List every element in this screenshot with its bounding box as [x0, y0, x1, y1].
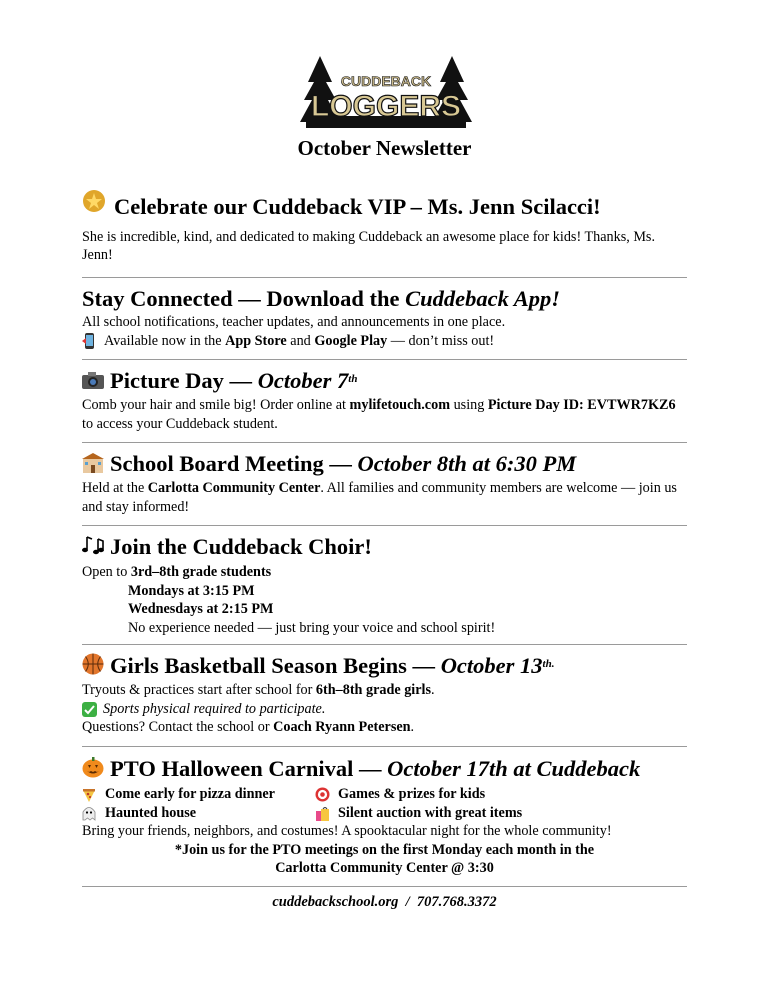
carnival-body: Bring your friends, neighbors, and costumes! A spooktacular night for the whole community!: [82, 823, 612, 839]
shopping-bags-icon: [315, 806, 330, 821]
app-heading: Stay Connected — Download the Cuddeback App!: [82, 286, 560, 311]
choir-line1: Open to 3rd–8th grade students: [82, 564, 272, 580]
app-line1: All school notifications, teacher updates, and announcements in one place.: [82, 314, 506, 330]
vip-heading: Celebrate our Cuddeback VIP – Ms. Jenn Scilacci!: [82, 194, 687, 221]
pto-meetings-line1: *Join us for the PTO meetings on the first Monday each month in the: [174, 841, 595, 858]
choir-note: No experience needed — just bring your voice and school spirit!: [128, 619, 496, 636]
school-building-icon: [82, 453, 104, 473]
carnival-row1: [82, 785, 687, 804]
pizza-icon: [82, 788, 96, 802]
school-board-heading: School Board Meeting — October 8th at 6:30 PM: [82, 451, 687, 477]
carnival-section: [82, 756, 687, 878]
picture-day-heading: Picture Day — October 7th: [82, 368, 687, 394]
basketball-line3: Questions? Contact the school or Coach Ryann Petersen.: [82, 719, 415, 735]
divider: [82, 886, 687, 887]
choir-section: [82, 534, 687, 637]
dart-target-icon: [315, 787, 330, 802]
vip-body: She is incredible, kind, and dedicated to making Cuddeback an awesome place for kids! Thanks, Ms. Jenn!: [82, 228, 656, 264]
choir-heading: Join the Cuddeback Choir!: [82, 534, 687, 560]
app-section: [82, 286, 687, 350]
carnival-heading: PTO Halloween Carnival — October 17th at Cuddeback: [82, 756, 687, 782]
basketball-line1: Tryouts & practices start after school for 6th–8th grade girls.: [82, 682, 435, 698]
carnival-item-haunted: Haunted house: [82, 804, 315, 823]
star-badge-icon: [82, 189, 106, 213]
divider: [82, 746, 687, 747]
divider: [82, 359, 687, 360]
jack-o-lantern-icon: [82, 756, 104, 778]
divider: [82, 442, 687, 443]
school-board-section: [82, 451, 687, 516]
app-line2: Available now in the App Store and Google Play — don’t miss out!: [82, 332, 687, 351]
carnival-item-auction: Silent auction with great items: [315, 804, 522, 823]
basketball-line2: Sports physical required to participate.: [82, 700, 687, 719]
carnival-item-pizza: Come early for pizza dinner: [82, 785, 315, 804]
mobile-phone-icon: [82, 333, 96, 349]
basketball-heading: Girls Basketball Season Begins — October $13^{th.}$: [82, 653, 687, 679]
camera-icon: [82, 371, 104, 389]
logo-top-text: CUDDEBACK: [340, 73, 432, 89]
divider: [82, 525, 687, 526]
cuddeback-loggers-logo: [298, 56, 474, 130]
basketball-icon: [82, 653, 104, 675]
footer-contact: cuddebackschool.org / 707.768.3372: [272, 894, 497, 910]
ghost-icon: [82, 806, 96, 821]
vip-section: [82, 194, 687, 265]
choir-wednesday: Wednesdays at 2:15 PM: [128, 601, 274, 617]
carnival-row2: [82, 804, 687, 823]
divider: [82, 644, 687, 645]
newsletter-title: October Newsletter: [297, 136, 472, 160]
check-mark-icon: [82, 702, 97, 717]
divider: [82, 277, 687, 278]
school-board-body: Held at the Carlotta Community Center. All families and community members are welcome — join us and stay informed!: [82, 480, 677, 515]
music-notes-icon: [82, 535, 104, 555]
picture-day-body: Comb your hair and smile big! Order online at mylifetouch.com using Picture Day ID: EVTWR7KZ6 to access your Cuddeback student.: [82, 397, 676, 432]
choir-monday: Mondays at 3:15 PM: [128, 582, 255, 599]
logo-bottom-text: LOGGERS: [310, 90, 462, 123]
basketball-section: [82, 653, 687, 737]
pto-meetings-line2: Carlotta Community Center @ 3:30: [275, 860, 494, 876]
picture-day-section: [82, 368, 687, 433]
carnival-item-games: Games & prizes for kids: [315, 785, 485, 804]
